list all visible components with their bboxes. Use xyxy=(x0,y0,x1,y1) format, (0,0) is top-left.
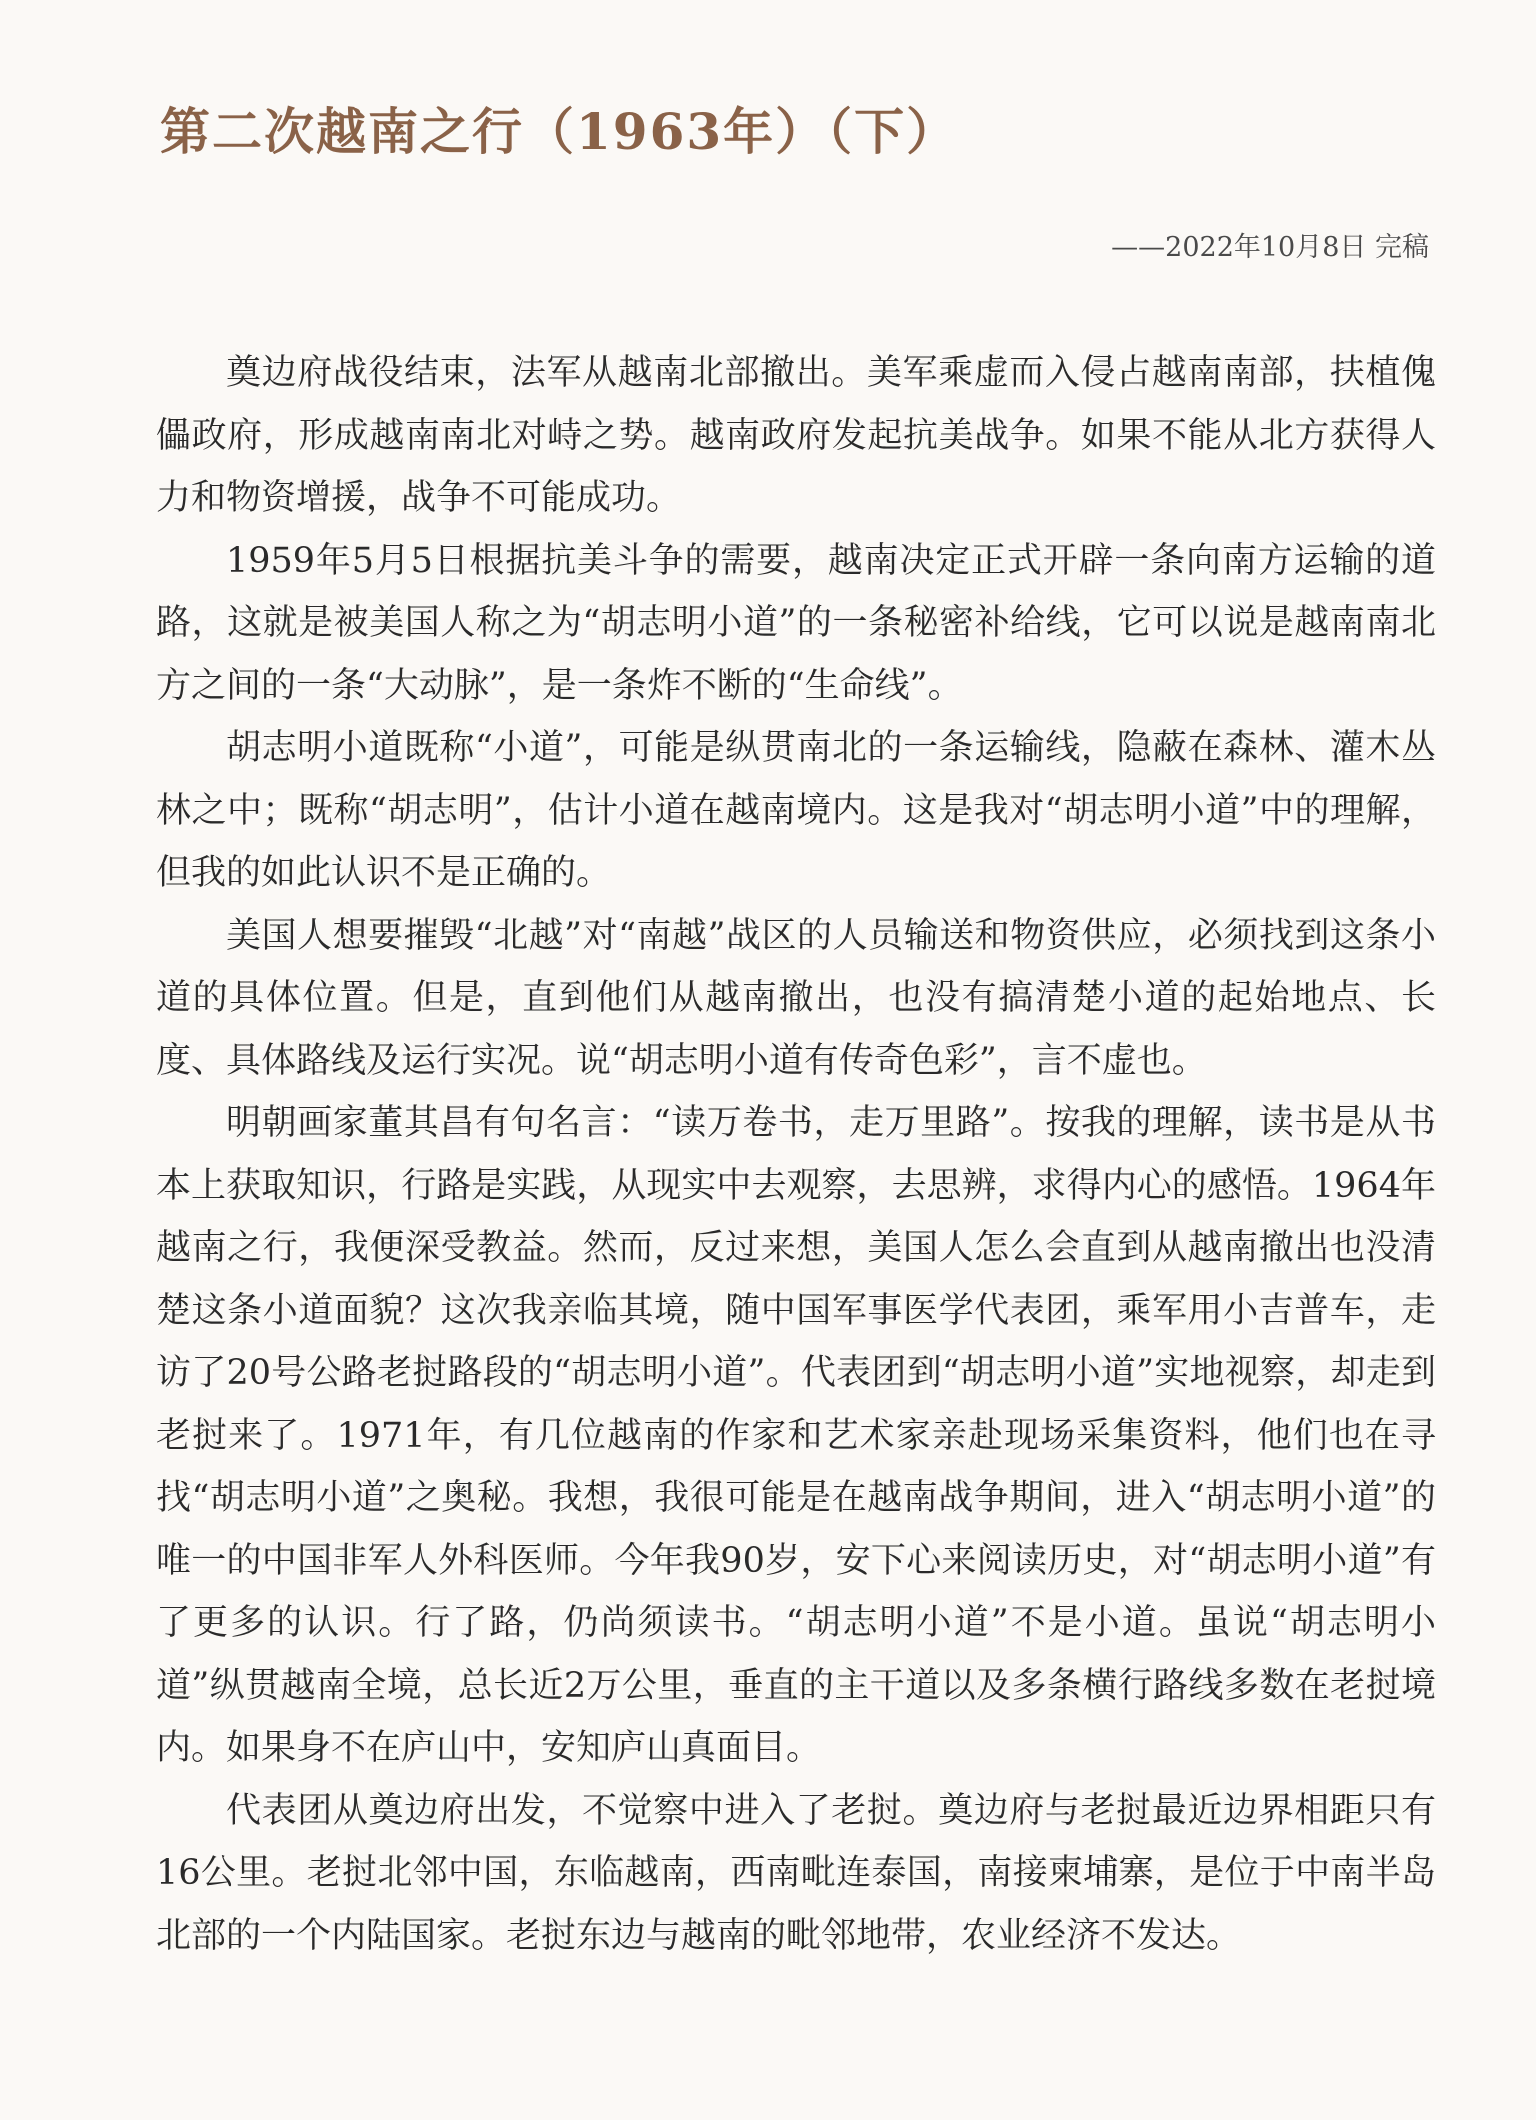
article-body xyxy=(156,342,1436,1967)
paragraph: 代表团从奠边府出发，不觉察中进入了老挝。奠边府与老挝最近边界相距只有16公里。老挝北邻中国，东临越南，西南毗连泰国，南接柬埔寨，是位于中南半岛北部的一个内陆国家。老挝东边与越南的毗邻地带，农业经济不发达。 xyxy=(156,1790,1436,1956)
paragraph: 美国人想要摧毁“北越”对“南越”战区的人员输送和物资供应，必须找到这条小道的具体位置。但是，直到他们从越南撤出，也没有搞清楚小道的起始地点、长度、具体路线及运行实况。说“胡志明小道有传奇色彩”，言不虚也。 xyxy=(156,915,1436,1081)
paragraph: 1959年5月5日根据抗美斗争的需要，越南决定正式开辟一条向南方运输的道路，这就是被美国人称之为“胡志明小道”的一条秘密补给线，它可以说是越南南北方之间的一条“大动脉”，是一条炸不断的“生命线”。 xyxy=(156,540,1436,706)
completion-date: ——2022年10月8日 完稿 xyxy=(1111,232,1429,263)
paragraph: 明朝画家董其昌有句名言：“读万卷书，走万里路”。按我的理解，读书是从书本上获取知识，行路是实践，从现实中去观察，去思辨，求得内心的感悟。1964年越南之行，我便深受教益。然而，反过来想，美国人怎么会直到从越南撤出也没清楚这条小道面貌？这次我亲临其境，随中国军事医学代表团，乘军用小吉普车，走访了20号公路老挝路段的“胡志明小道”。代表团到“胡志明小道”实地视察，却走到老挝来了。1971年，有几位越南的作家和艺术家亲赴现场采集资料，他们也在寻找“胡志明小道”之奥秘。我想，我很可能是在越南战争期间，进入“胡志明小道”的唯一的中国非军人外科医师。今年我90岁，安下心来阅读历史，对“胡志明小道”有了更多的认识。行了路，仍尚须读书。“胡志明小道”不是小道。虽说“胡志明小道”纵贯越南全境，总长近2万公里，垂直的主干道以及多条横行路线多数在老挝境内。如果身不在庐山中，安知庐山真面目。 xyxy=(156,1103,1436,1768)
paragraph: 胡志明小道既称“小道”，可能是纵贯南北的一条运输线，隐蔽在森林、灌木丛林之中；既称“胡志明”，估计小道在越南境内。这是我对“胡志明小道”中的理解，但我的如此认识不是正确的。 xyxy=(156,728,1436,893)
paragraph: 奠边府战役结束，法军从越南北部撤出。美军乘虚而入侵占越南南部，扶植傀儡政府，形成越南南北对峙之势。越南政府发起抗美战争。如果不能从北方获得人力和物资增援，战争不可能成功。 xyxy=(156,353,1436,518)
article-title: 第二次越南之行（1963年）（下） xyxy=(160,102,959,161)
